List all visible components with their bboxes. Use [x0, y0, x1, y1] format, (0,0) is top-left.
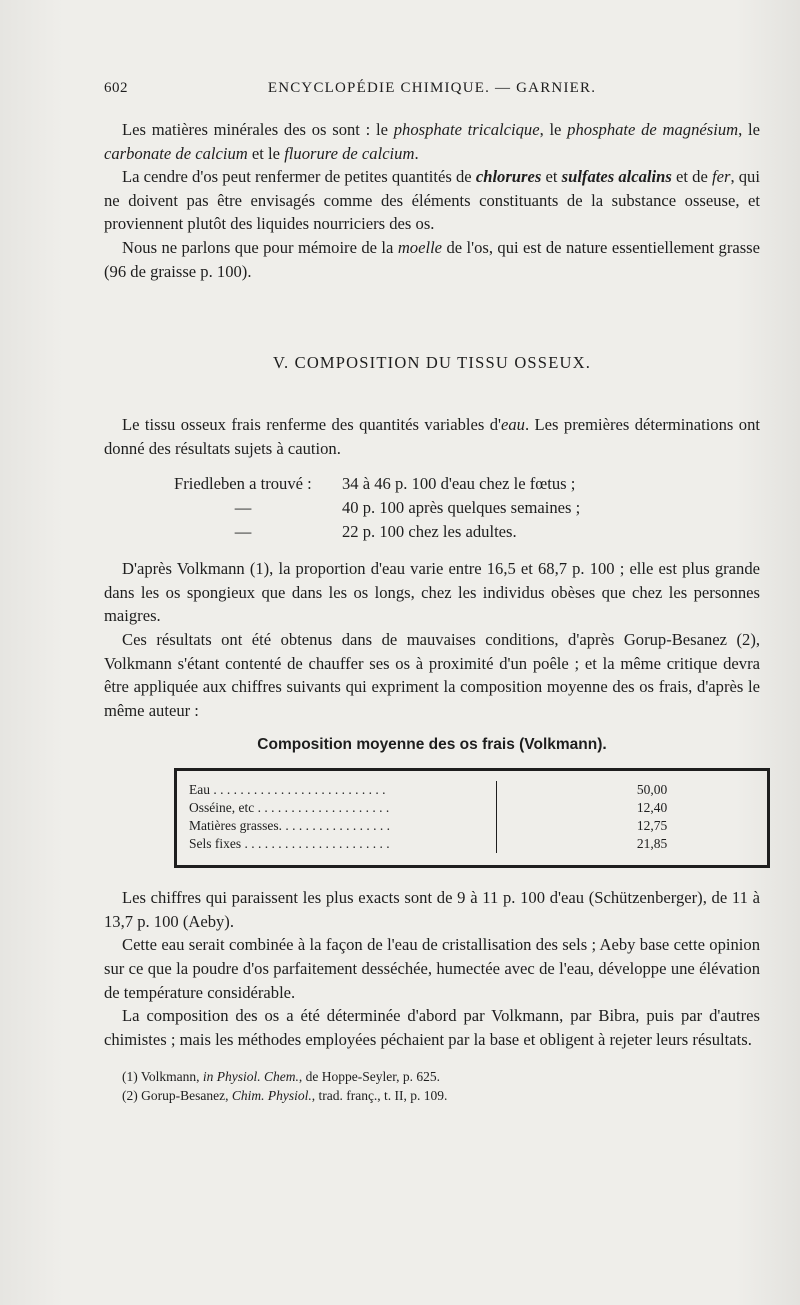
table-row-value: 12,75 [636, 818, 668, 834]
friedleben-value: 40 p. 100 après quelques semaines ; [342, 497, 581, 517]
table-title: Composition moyenne des os frais (Volkmann). [257, 736, 607, 754]
paragraph-gorup-besanez: Ces résultats ont été obtenus dans de mauvaises conditions, d'après Gorup-Besanez (2), Volkmann s'étant contenté de chauffer ses os à proximité d'un poêle ; et la même critique devra être appliquée aux chiffres suivants qui expriment la composition moyenne des os frais, d'après le même auteur : [104, 629, 760, 720]
table-row-label: Eau . . . . . . . . . . . . . . . . . . . . . . . . . . [177, 781, 497, 799]
paragraph-bone-ash: La cendre d'os peut renfermer de petites quantités de chlorures et sulfates alcalins et de fer, qui ne doivent pas être envisagés comme des éléments constituants de la substance osseuse, et proviennent plutôt des liquides nourriciers des os. [104, 167, 760, 234]
friedleben-line [174, 496, 760, 520]
paragraph-crystallisation: Cette eau serait combinée à la façon de l'eau de cristallisation des sels ; Aeby base cette opinion sur ce que la poudre d'os parfaitement desséchée, humectée avec de l'eau, développe une élévation de température considérable. [104, 935, 760, 1002]
paragraph-fresh-tissue: Le tissu osseux frais renferme des quantités variables d'eau. Les premières déterminations ont donné des résultats sujets à caution. [104, 415, 760, 458]
table-row [177, 781, 767, 799]
footnote: (1) Volkmann, in Physiol. Chem., de Hoppe-Seyler, p. 625. [122, 1069, 441, 1085]
section-title: V. COMPOSITION DU TISSU OSSEUX. [272, 353, 592, 373]
table-row [177, 835, 767, 853]
page-header [104, 80, 760, 104]
friedleben-lead: Friedleben a trouvé : [174, 474, 312, 494]
friedleben-value: 22 p. 100 chez les adultes. [342, 521, 517, 541]
table-row-value: 12,40 [636, 800, 668, 816]
paragraph-marrow: Nous ne parlons que pour mémoire de la moelle de l'os, qui est de nature essentiellement grasse (96 de graisse p. 100). [104, 237, 760, 281]
page-number: 602 [104, 80, 128, 96]
ditto-dash: — [234, 521, 252, 541]
friedleben-data [174, 472, 760, 543]
table-row-label: Osséine, etc . . . . . . . . . . . . . . . . . . . . [177, 799, 497, 817]
table-row-label: Sels fixes . . . . . . . . . . . . . . . . . . . . . . [177, 835, 497, 853]
composition-table [174, 768, 770, 868]
table-row [177, 817, 767, 835]
table-row [177, 799, 767, 817]
friedleben-line [174, 520, 760, 544]
paragraph-exact-figures: Les chiffres qui paraissent les plus exacts sont de 9 à 11 p. 100 d'eau (Schützenberger), de 11 à 13,7 p. 100 (Aeby). [104, 888, 760, 931]
footnote: (2) Gorup-Besanez, Chim. Physiol., trad. franç., t. II, p. 109. [122, 1088, 448, 1104]
table-row-value: 50,00 [636, 782, 668, 798]
paragraph-mineral-matter: Les matières minérales des os sont : le phosphate tricalcique, le phosphate de magnésium, le carbonate de calcium et le fluorure de calcium. [104, 120, 760, 163]
page-content [104, 80, 760, 1105]
paragraph-volkmann: D'après Volkmann (1), la proportion d'eau varie entre 16,5 et 68,7 p. 100 ; elle est plus grande dans les os spongieux que dans les os longs, chez les individus obèses que chez les personnes maigres. [104, 559, 760, 626]
table-row-label: Matières grasses. . . . . . . . . . . . . . . . . [177, 817, 497, 835]
footnotes [104, 1067, 760, 1105]
paragraph-composition-history: La composition des os a été déterminée d'abord par Volkmann, par Bibra, puis par d'autres chimistes ; mais les méthodes employées péchaient par la base et obligent à rejeter leurs résultats. [104, 1006, 760, 1049]
table-row-value: 21,85 [636, 836, 668, 852]
ditto-dash: — [234, 497, 252, 517]
friedleben-value: 34 à 46 p. 100 d'eau chez le fœtus ; [342, 474, 576, 494]
friedleben-line [174, 472, 760, 496]
running-head: ENCYCLOPÉDIE CHIMIQUE. — GARNIER. [267, 80, 597, 96]
